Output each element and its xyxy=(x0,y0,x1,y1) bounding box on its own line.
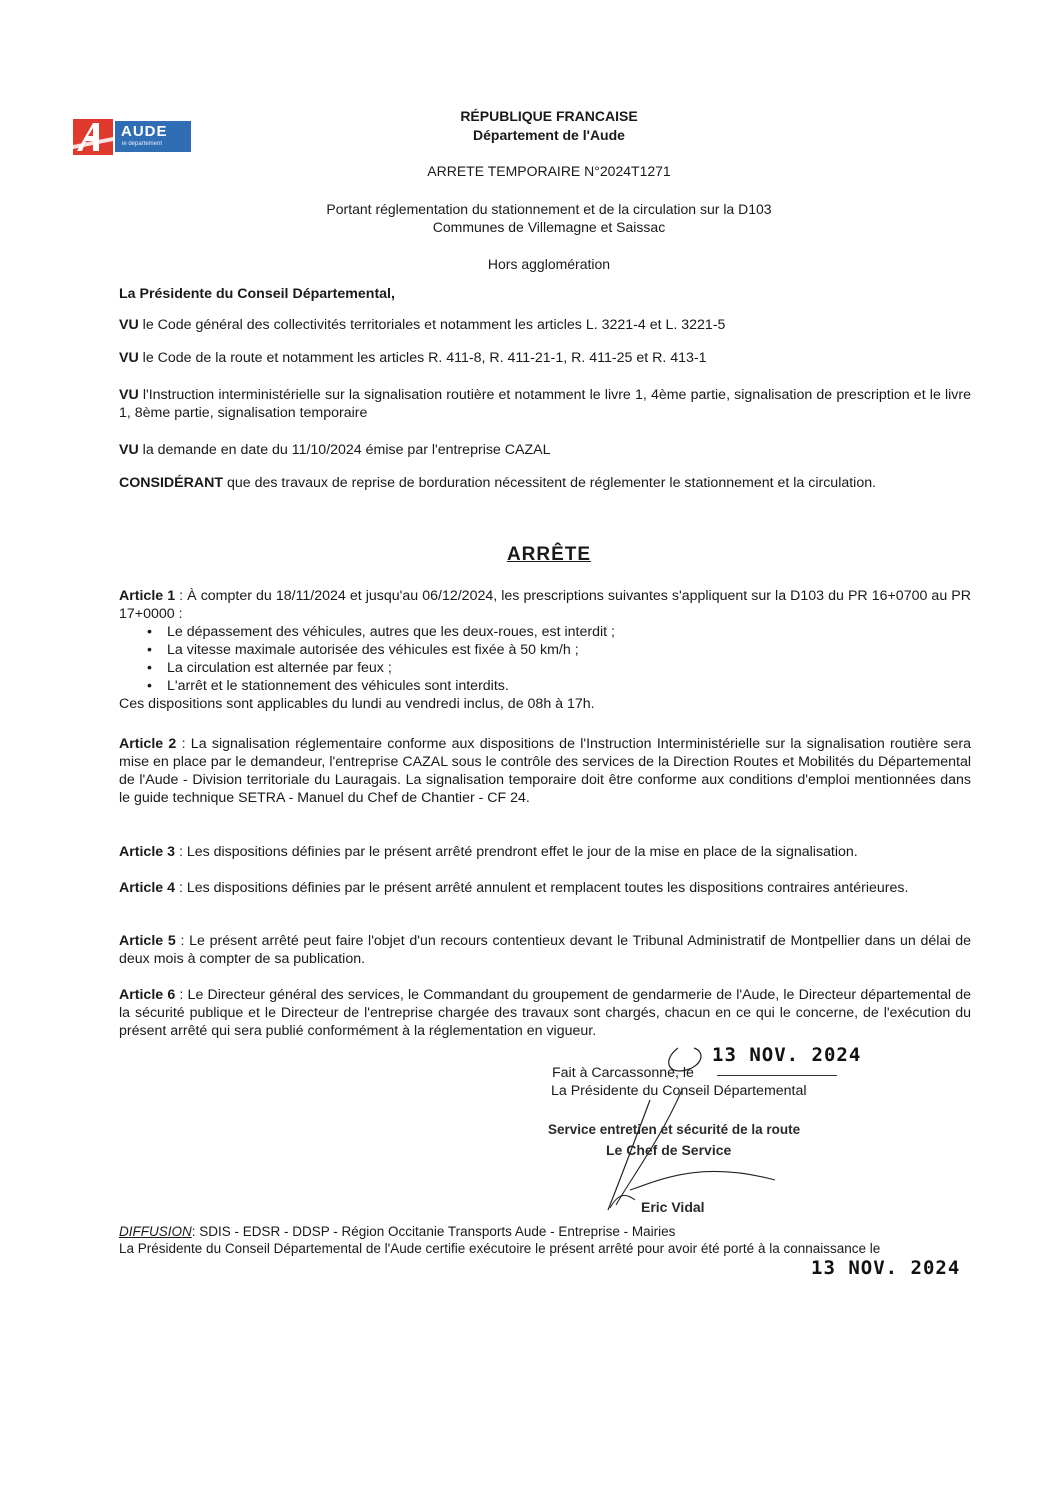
visa-paragraph xyxy=(119,441,971,459)
certification-line: La Présidente du Conseil Départemental de l'Aude certifie exécutoire le présent arrêté pour avoir été porté à la connaissance le xyxy=(119,1241,881,1256)
arrete-number: ARRETE TEMPORAIRE N°2024T1271 xyxy=(427,163,671,179)
visa-paragraph xyxy=(119,386,971,422)
article-lead: Article 6 xyxy=(119,987,176,1003)
visa-lead: VU xyxy=(119,387,139,403)
list-item: • La circulation est alternée par feux ; xyxy=(167,659,971,677)
subject-line-2: Communes de Villemagne et Saissac xyxy=(432,219,666,235)
certification-date-stamp: 13 NOV. 2024 xyxy=(811,1257,961,1279)
considerant-lead: CONSIDÉRANT xyxy=(119,475,224,491)
diffusion-label: DIFFUSION xyxy=(119,1224,192,1239)
visa-lead: VU xyxy=(119,350,139,366)
article-lead: Article 4 xyxy=(119,880,175,896)
article-lead: Article 1 xyxy=(119,588,176,604)
location-scope: Hors agglomération xyxy=(487,256,611,272)
article-text: : Le Directeur général des services, le Commandant du groupement de gendarmerie de l'Aude, le Directeur départemental de la sécurité publique et le Directeur de l'entreprise chargée des travaux sont chargés, chacun en ce qui le concerne, de l'exécution du présent arrêté qui sera publié conformément à la réglementation en vigueur. xyxy=(119,987,971,1039)
logo-word: AUDE xyxy=(121,123,168,140)
article-text: : Le présent arrêté peut faire l'objet d'un recours contentieux devant le Tribunal Administratif de Montpellier dans un délai de deux mois à compter de sa publication. xyxy=(119,933,971,967)
visa-paragraph xyxy=(119,349,971,367)
article-3 xyxy=(119,843,971,861)
article-lead: Article 5 xyxy=(119,933,176,949)
article-text: : Les dispositions définies par le présent arrêté prendront effet le jour de la mise en place de la signalisation. xyxy=(175,844,858,860)
list-item: • La vitesse maximale autorisée des véhicules est fixée à 50 km/h ; xyxy=(167,641,971,659)
diffusion-text: : SDIS - EDSR - DDSP - Région Occitanie Transports Aude - Entreprise - Mairies xyxy=(191,1224,676,1239)
visa-lead: VU xyxy=(119,317,139,333)
signatory-name: Eric Vidal xyxy=(641,1199,705,1215)
article-1 xyxy=(119,587,971,713)
article-text: : La signalisation réglementaire conforme aux dispositions de l'Instruction Interministérielle sur la signalisation routière sera mise en place par le demandeur, l'entreprise CAZAL sous le contrôle des services de la Direction Routes et Mobilités du Départemental de l'Aude - Division territoriale du Lauragais. La signalisation temporaire doit être conforme aux conditions d'emploi mentionnées dans le guide technique SETRA - Manuel du Chef de Chantier - CF 24. xyxy=(119,736,971,806)
article-4 xyxy=(119,879,971,897)
department-heading: Département de l'Aude xyxy=(473,127,625,143)
list-item: • Le dépassement des véhicules, autres que les deux-roues, est interdit ; xyxy=(167,623,971,641)
date-stamp: 13 NOV. 2024 xyxy=(712,1044,862,1066)
visa-lead: VU xyxy=(119,442,139,458)
subject-line-1: Portant réglementation du stationnement et de la circulation sur la D103 xyxy=(326,201,772,217)
list-item: • L'arrêt et le stationnement des véhicules sont interdits. xyxy=(167,677,971,695)
article-1-schedule: Ces dispositions sont applicables du lundi au vendredi inclus, de 08h à 17h. xyxy=(119,696,595,712)
signatory-role: La Présidente du Conseil Départemental xyxy=(551,1083,807,1099)
service-chief-title: Le Chef de Service xyxy=(606,1142,732,1158)
article-5 xyxy=(119,932,971,968)
article-text: : Les dispositions définies par le présent arrêté annulent et remplacent toutes les dispositions contraires antérieures. xyxy=(175,880,909,896)
arrete-title: ARRÊTE xyxy=(506,544,592,565)
service-name: Service entretien et sécurité de la route xyxy=(548,1122,801,1137)
logo-subtitle: le département xyxy=(122,141,163,147)
considerant-paragraph xyxy=(119,474,971,492)
republic-heading: RÉPUBLIQUE FRANCAISE xyxy=(460,108,638,124)
visa-text: l'Instruction interministérielle sur la signalisation routière et notamment le livre 1, 4ème partie, signalisation de prescription et le livre 1, 8ème partie, signalisation temporaire xyxy=(119,387,971,421)
visa-paragraph xyxy=(119,316,971,334)
visa-text: le Code général des collectivités territoriales et notamment les articles L. 3221-4 et L. 3221-5 xyxy=(138,317,726,333)
article-text: : À compter du 18/11/2024 et jusqu'au 06/12/2024, les prescriptions suivantes s'appliquent sur la D103 du PR 16+0700 au PR 17+0000 : xyxy=(119,588,971,622)
article-2 xyxy=(119,735,971,807)
prescriptions-list xyxy=(119,623,971,695)
arrete-subject xyxy=(0,200,1058,236)
issuer-line: La Présidente du Conseil Départemental, xyxy=(119,286,395,302)
article-lead: Article 2 xyxy=(119,736,177,752)
considerant-text: que des travaux de reprise de borduration nécessitent de réglementer le stationnement et la circulation. xyxy=(223,475,877,491)
article-lead: Article 3 xyxy=(119,844,175,860)
visa-text: la demande en date du 11/10/2024 émise par l'entreprise CAZAL xyxy=(138,442,551,458)
article-6 xyxy=(119,986,971,1040)
diffusion-line xyxy=(119,1224,675,1239)
visa-text: le Code de la route et notamment les articles R. 411-8, R. 411-21-1, R. 411-25 et R. 413-1 xyxy=(138,350,707,366)
signature-place: Fait à Carcassonne, le xyxy=(552,1065,694,1081)
